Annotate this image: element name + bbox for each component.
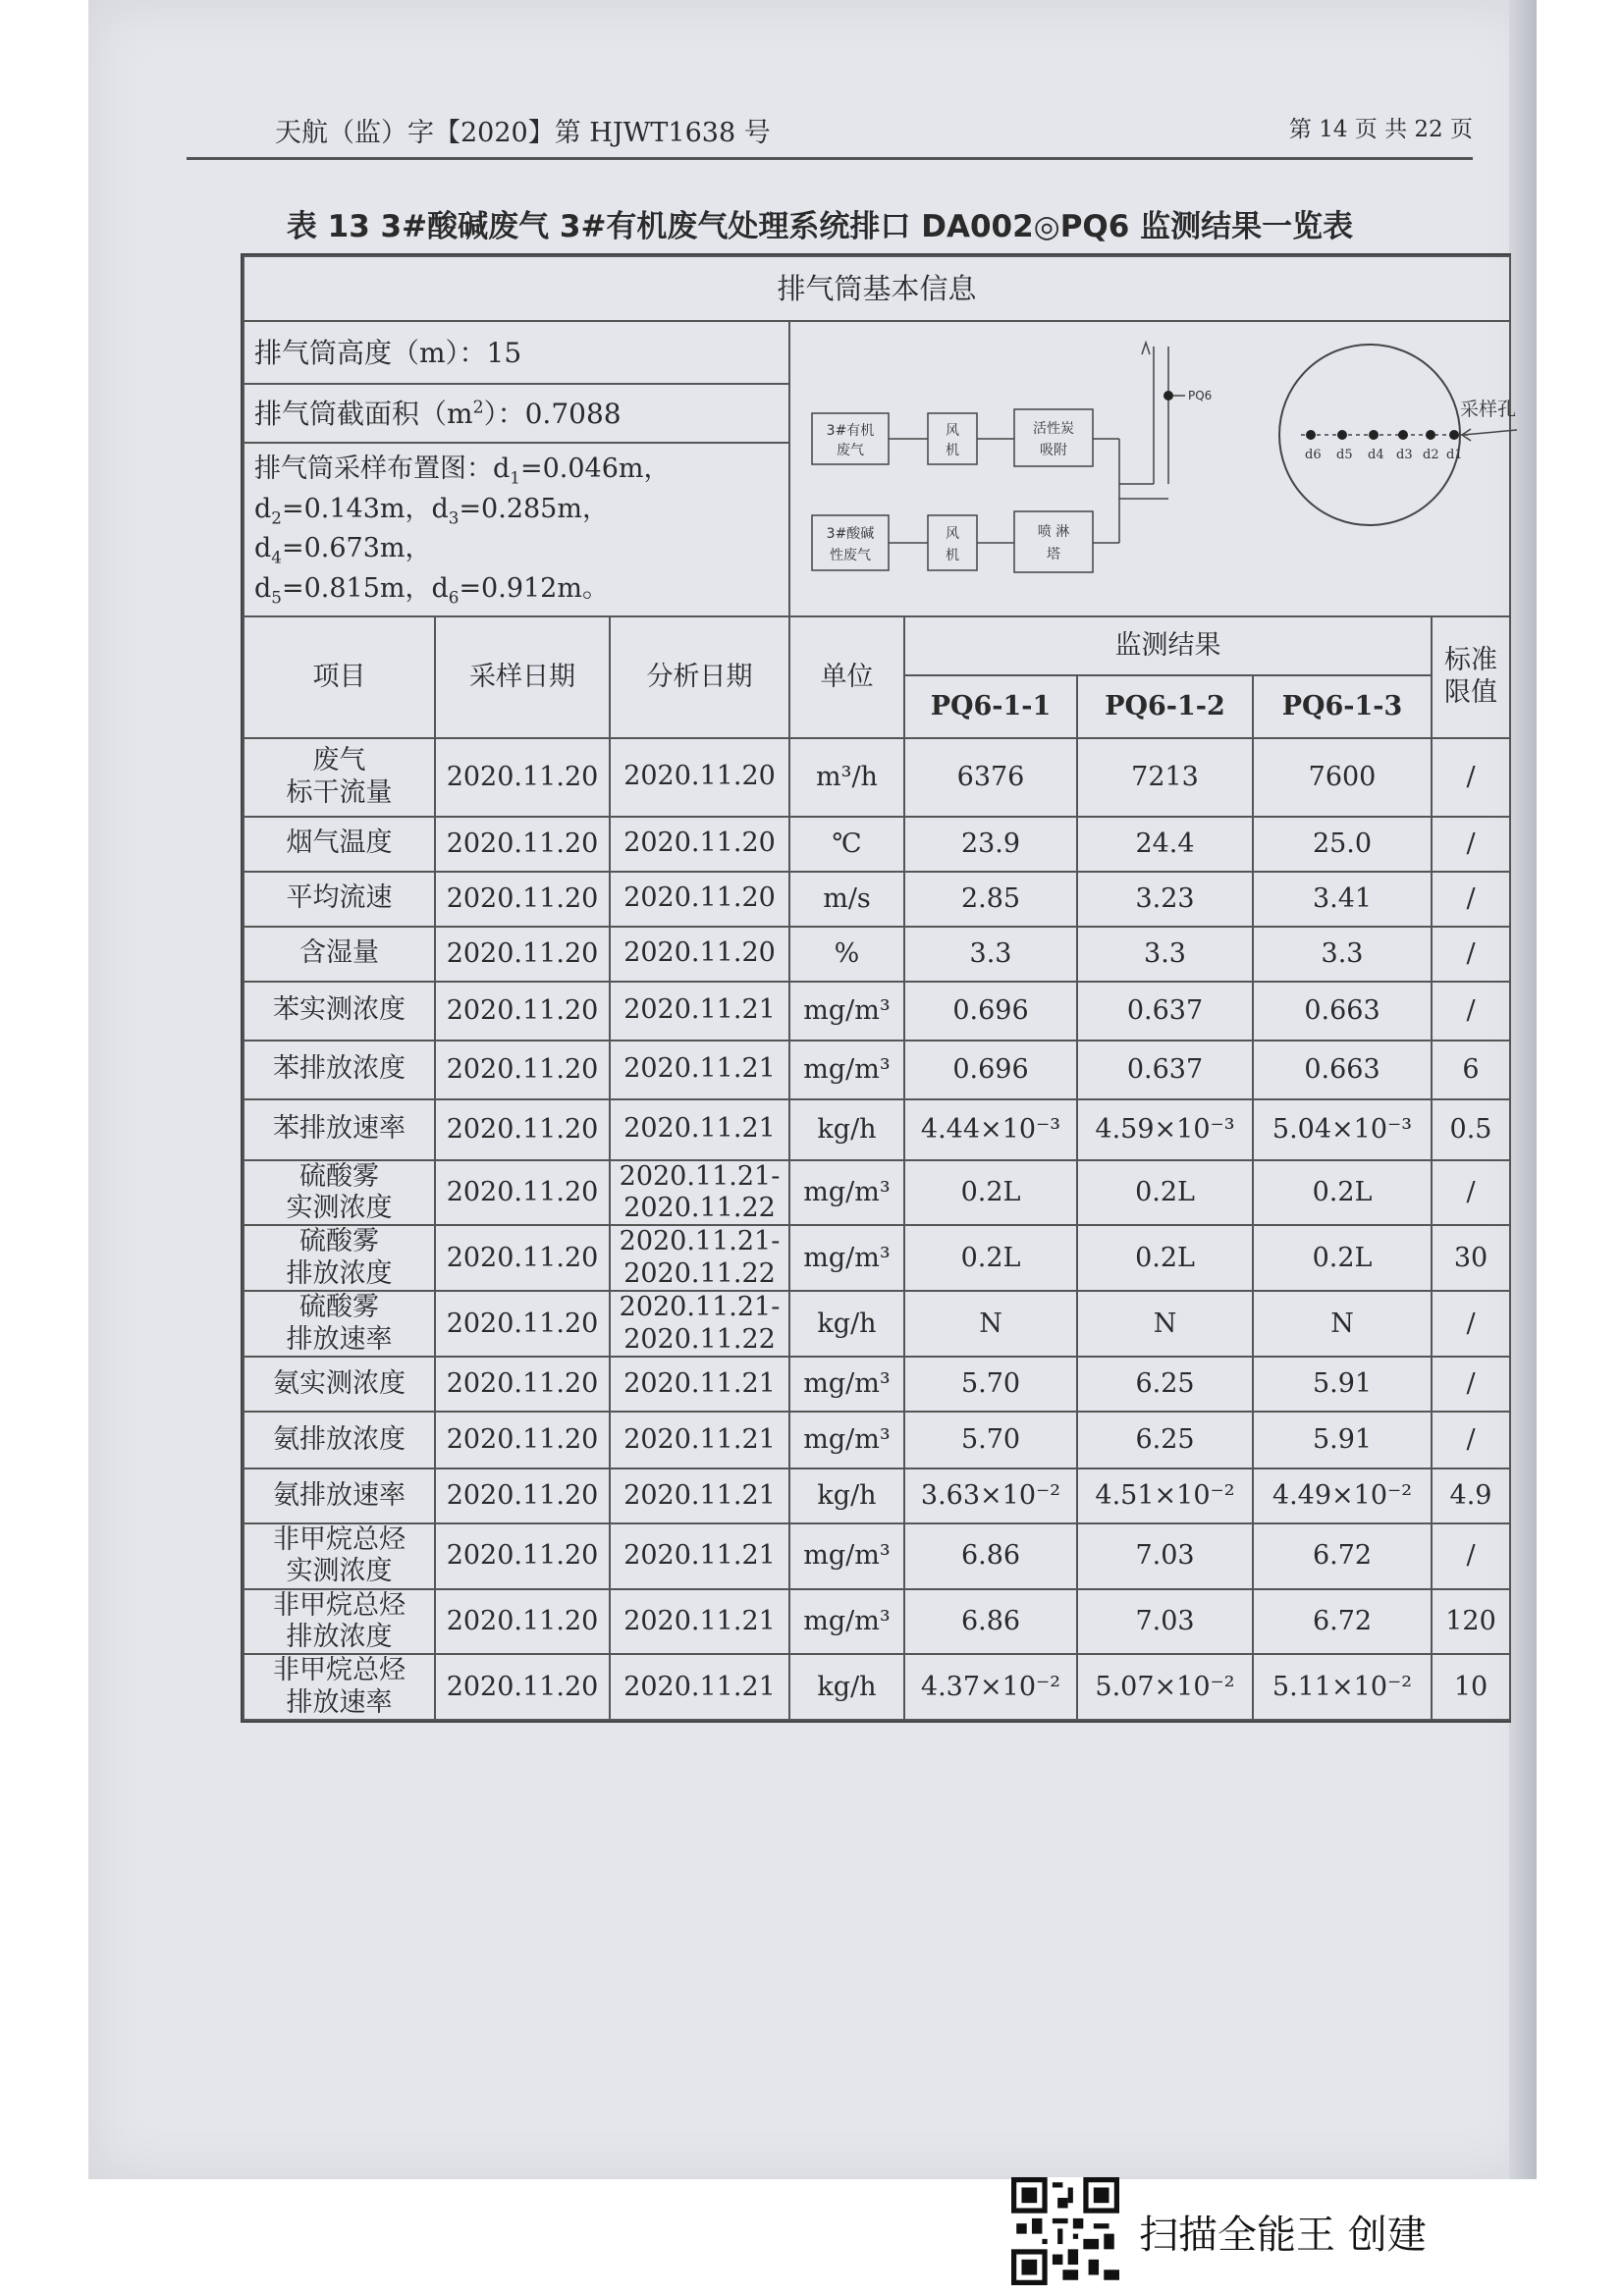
cell-sample-date: 2020.11.20 [435,1589,610,1655]
cell-item: 苯排放速率 [243,1099,435,1160]
table-row [243,1654,1510,1720]
table-row [243,982,1510,1041]
cell-sample-date: 2020.11.20 [435,738,610,817]
cell-item: 非甲烷总烃 排放浓度 [243,1589,435,1655]
book-page-edge [1509,0,1537,2179]
scrubber-label-2: 塔 [1047,546,1060,562]
cell-sample-date: 2020.11.20 [435,1160,610,1226]
cell-analysis-date: 2020.11.21 [610,1589,789,1655]
sampling-layout [243,443,789,616]
cell-item: 烟气温度 [243,817,435,872]
cell-result-1: 2.85 [904,872,1077,927]
cell-analysis-date: 2020.11.20 [610,738,789,817]
cell-limit: 6 [1432,1041,1510,1099]
header-unit: 单位 [789,616,904,738]
cell-unit: mg/m³ [789,1412,904,1468]
header-item: 项目 [243,616,435,738]
cell-unit: % [789,927,904,982]
cell-result-1: 6.86 [904,1589,1077,1655]
outlet-arrow-icon [1142,343,1150,354]
cell-sample-date: 2020.11.20 [435,872,610,927]
cell-result-3: 3.41 [1253,872,1432,927]
cell-result-2: 0.637 [1077,982,1253,1041]
cell-result-1: 0.696 [904,982,1077,1041]
cell-item: 含湿量 [243,927,435,982]
cell-result-3: 6.72 [1253,1523,1432,1589]
cell-analysis-date: 2020.11.21 [610,1041,789,1099]
cell-result-1: N [904,1291,1077,1357]
acid-source-line2: 性废气 [830,547,871,563]
cell-result-2: 24.4 [1077,817,1253,872]
sampling-point-dot [1163,391,1173,400]
fan-label-2b: 机 [946,547,959,563]
header-sample-3: PQ6-1-3 [1253,675,1432,738]
cell-result-3: N [1253,1291,1432,1357]
fan-label-2a: 风 [946,525,959,542]
cell-item: 废气 标干流量 [243,738,435,817]
cell-limit: 0.5 [1432,1099,1510,1160]
circle-sampling-diagram [1279,345,1517,525]
cell-limit: 120 [1432,1589,1510,1655]
cell-analysis-date: 2020.11.21 [610,1523,789,1589]
cell-unit: kg/h [789,1099,904,1160]
cell-result-1: 4.37×10⁻² [904,1654,1077,1720]
header-limit: 标准限值 [1432,616,1510,738]
distance-entry: $d_5=0.815m$， [254,572,432,608]
label-d6: d6 [1305,447,1322,462]
stack-area [243,384,789,443]
cell-item: 氨排放速率 [243,1468,435,1523]
cell-unit: mg/m³ [789,1160,904,1226]
cell-result-3: 5.04×10⁻³ [1253,1099,1432,1160]
cell-result-1: 5.70 [904,1412,1077,1468]
cell-item: 非甲烷总烃 排放速率 [243,1654,435,1720]
cell-analysis-date: 2020.11.20 [610,817,789,872]
scanner-watermark: 扫描全能王 创建 [1139,2213,1427,2258]
cell-sample-date: 2020.11.20 [435,1099,610,1160]
area-suffix: ）：0.7088 [483,397,622,430]
cell-limit: / [1432,1523,1510,1589]
cell-result-2: 7213 [1077,738,1253,817]
cell-result-3: 5.91 [1253,1412,1432,1468]
cell-sample-date: 2020.11.20 [435,1412,610,1468]
cell-result-3: 6.72 [1253,1589,1432,1655]
cell-result-2: 3.3 [1077,927,1253,982]
cell-result-3: 0.663 [1253,982,1432,1041]
cell-unit: mg/m³ [789,982,904,1041]
cell-item: 硫酸雾 排放速率 [243,1291,435,1357]
cell-sample-date: 2020.11.20 [435,1654,610,1720]
cell-result-1: 0.2L [904,1225,1077,1291]
cell-limit: 30 [1432,1225,1510,1291]
cell-limit: / [1432,982,1510,1041]
cell-unit: m³/h [789,738,904,817]
cell-analysis-date: 2020.11.21- 2020.11.22 [610,1160,789,1226]
cell-sample-date: 2020.11.20 [435,1041,610,1099]
cell-analysis-date: 2020.11.21 [610,1468,789,1523]
fan-label-1a: 风 [946,422,959,439]
cell-result-3: 4.49×10⁻² [1253,1468,1432,1523]
cell-item: 氨排放浓度 [243,1412,435,1468]
cell-analysis-date: 2020.11.21- 2020.11.22 [610,1291,789,1357]
cell-analysis-date: 2020.11.21 [610,1357,789,1412]
cell-analysis-date: 2020.11.20 [610,927,789,982]
table-row [243,1357,1510,1412]
results-table [243,255,1517,1721]
cell-result-2: 7.03 [1077,1589,1253,1655]
fan-label-1b: 机 [946,442,959,458]
cell-result-3: 0.663 [1253,1041,1432,1099]
cell-item: 硫酸雾 排放浓度 [243,1225,435,1291]
distance-entry: $d_3=0.285m$， [431,493,609,528]
table-row [243,1225,1510,1291]
page-header [187,108,1473,160]
cell-result-3: 5.91 [1253,1357,1432,1412]
distance-entry: $d_6=0.912m$。 [431,572,609,608]
cell-unit: mg/m³ [789,1589,904,1655]
cell-limit: / [1432,872,1510,927]
table-row [243,1589,1510,1655]
cell-limit: / [1432,1291,1510,1357]
cell-unit: kg/h [789,1654,904,1720]
header-sample-1: PQ6-1-1 [904,675,1077,738]
cell-limit: / [1432,1412,1510,1468]
cell-result-3: 0.2L [1253,1225,1432,1291]
cell-result-2: 6.25 [1077,1412,1253,1468]
table-row [243,1412,1510,1468]
cell-limit: 4.9 [1432,1468,1510,1523]
label-d5: d5 [1336,447,1353,462]
cell-analysis-date: 2020.11.21 [610,1099,789,1160]
diagram-cell [789,321,1517,616]
cell-sample-date: 2020.11.20 [435,817,610,872]
carbon-label-2: 吸附 [1040,442,1067,458]
area-prefix: 排气筒截面积（m [254,397,473,430]
info-section-title: 排气筒基本信息 [243,256,1510,321]
point-d4 [1369,430,1379,440]
cell-item: 硫酸雾 实测浓度 [243,1160,435,1226]
cell-result-3: 3.3 [1253,927,1432,982]
cell-limit: 10 [1432,1654,1510,1720]
cell-unit: mg/m³ [789,1523,904,1589]
cell-result-2: N [1077,1291,1253,1357]
cell-unit: kg/h [789,1468,904,1523]
organic-source-line2: 废气 [837,442,864,458]
cell-result-2: 4.51×10⁻² [1077,1468,1253,1523]
cell-unit: mg/m³ [789,1225,904,1291]
table-row [243,817,1510,872]
distance-entry: $d_4=0.673m$， [254,533,432,567]
cell-sample-date: 2020.11.20 [435,1291,610,1357]
scrubber-label-1: 喷 淋 [1037,523,1070,540]
table-row [243,872,1510,927]
header-sample-2: PQ6-1-2 [1077,675,1253,738]
cell-sample-date: 2020.11.20 [435,1468,610,1523]
table-row [243,1160,1510,1226]
header-sample-date: 采样日期 [435,616,610,738]
table-row [243,927,1510,982]
table-row [243,1099,1510,1160]
cell-analysis-date: 2020.11.21 [610,982,789,1041]
cell-result-2: 0.2L [1077,1225,1253,1291]
cell-unit: mg/m³ [789,1041,904,1099]
cell-result-3: 5.11×10⁻² [1253,1654,1432,1720]
outlet-label: PQ6 [1188,388,1213,402]
cell-result-3: 0.2L [1253,1160,1432,1226]
header-analysis-date: 分析日期 [610,616,789,738]
cell-analysis-date: 2020.11.21 [610,1654,789,1720]
label-d2: d2 [1423,447,1439,462]
cell-result-2: 0.2L [1077,1160,1253,1226]
table-row [243,1523,1510,1589]
table-row [243,1468,1510,1523]
point-d2 [1426,430,1435,440]
label-d4: d4 [1368,447,1384,462]
cell-result-2: 7.03 [1077,1523,1253,1589]
page-number: 第 14 页 共 22 页 [1288,117,1473,142]
table-row [243,738,1510,817]
table-row [243,1041,1510,1099]
layout-label: 排气筒采样布置图： [254,454,493,484]
cell-unit: kg/h [789,1291,904,1357]
cell-result-1: 6.86 [904,1523,1077,1589]
cell-sample-date: 2020.11.20 [435,927,610,982]
cell-result-3: 25.0 [1253,817,1432,872]
cell-unit: mg/m³ [789,1357,904,1412]
cell-result-2: 5.07×10⁻² [1077,1654,1253,1720]
cell-item: 平均流速 [243,872,435,927]
scrubber-box [1014,511,1093,572]
cell-limit: / [1432,927,1510,982]
sampling-diagram [790,337,1519,592]
label-d3: d3 [1396,447,1413,462]
cell-result-1: 6376 [904,738,1077,817]
cell-result-2: 4.59×10⁻³ [1077,1099,1253,1160]
cell-limit: / [1432,1160,1510,1226]
distance-entry: $d_1=0.046m$， [493,454,671,488]
cell-result-2: 0.637 [1077,1041,1253,1099]
organic-source-line1: 3#有机 [826,422,875,439]
label-d1: d1 [1446,447,1463,462]
cell-item: 氨实测浓度 [243,1357,435,1412]
area-sup: 2 [472,398,484,418]
cell-result-1: 0.696 [904,1041,1077,1099]
results-table-container [241,253,1517,1723]
cell-result-2: 3.23 [1077,872,1253,927]
sampling-hole-arrow [1463,430,1517,435]
header-results: 监测结果 [904,616,1432,675]
cell-result-1: 23.9 [904,817,1077,872]
cell-analysis-date: 2020.11.21- 2020.11.22 [610,1225,789,1291]
point-d1 [1449,430,1459,440]
point-d3 [1398,430,1408,440]
cell-sample-date: 2020.11.20 [435,982,610,1041]
cell-analysis-date: 2020.11.20 [610,872,789,927]
cell-result-1: 4.44×10⁻³ [904,1099,1077,1160]
cell-sample-date: 2020.11.20 [435,1523,610,1589]
cell-sample-date: 2020.11.20 [435,1225,610,1291]
cell-unit: ℃ [789,817,904,872]
point-d5 [1337,430,1347,440]
cell-limit: / [1432,817,1510,872]
stack-height: 排气筒高度（m）：15 [243,321,789,384]
carbon-label-1: 活性炭 [1033,420,1074,437]
table-row [243,1291,1510,1357]
qr-code-icon [1011,2177,1119,2285]
sampling-hole-label: 采样孔 [1460,398,1517,420]
cell-result-1: 3.63×10⁻² [904,1468,1077,1523]
cell-item: 苯排放浓度 [243,1041,435,1099]
cell-limit: / [1432,738,1510,817]
cell-unit: m/s [789,872,904,927]
table-title: 表 13 3#酸碱废气 3#有机废气处理系统排口 DA002◎PQ6 监测结果一览表 [286,209,1354,244]
cell-analysis-date: 2020.11.21 [610,1412,789,1468]
cell-limit: / [1432,1357,1510,1412]
cell-item: 苯实测浓度 [243,982,435,1041]
cell-result-1: 5.70 [904,1357,1077,1412]
cell-result-1: 0.2L [904,1160,1077,1226]
process-flow-diagram [812,343,1212,572]
cell-item: 非甲烷总烃 实测浓度 [243,1523,435,1589]
cell-result-1: 3.3 [904,927,1077,982]
distance-entry: $d_2=0.143m$， [254,493,432,528]
report-number: 天航（监）字【2020】第 HJWT1638 号 [275,118,771,148]
point-d6 [1306,430,1316,440]
cell-result-2: 6.25 [1077,1357,1253,1412]
cell-sample-date: 2020.11.20 [435,1357,610,1412]
acid-source-line1: 3#酸碱 [826,525,875,542]
cell-result-3: 7600 [1253,738,1432,817]
